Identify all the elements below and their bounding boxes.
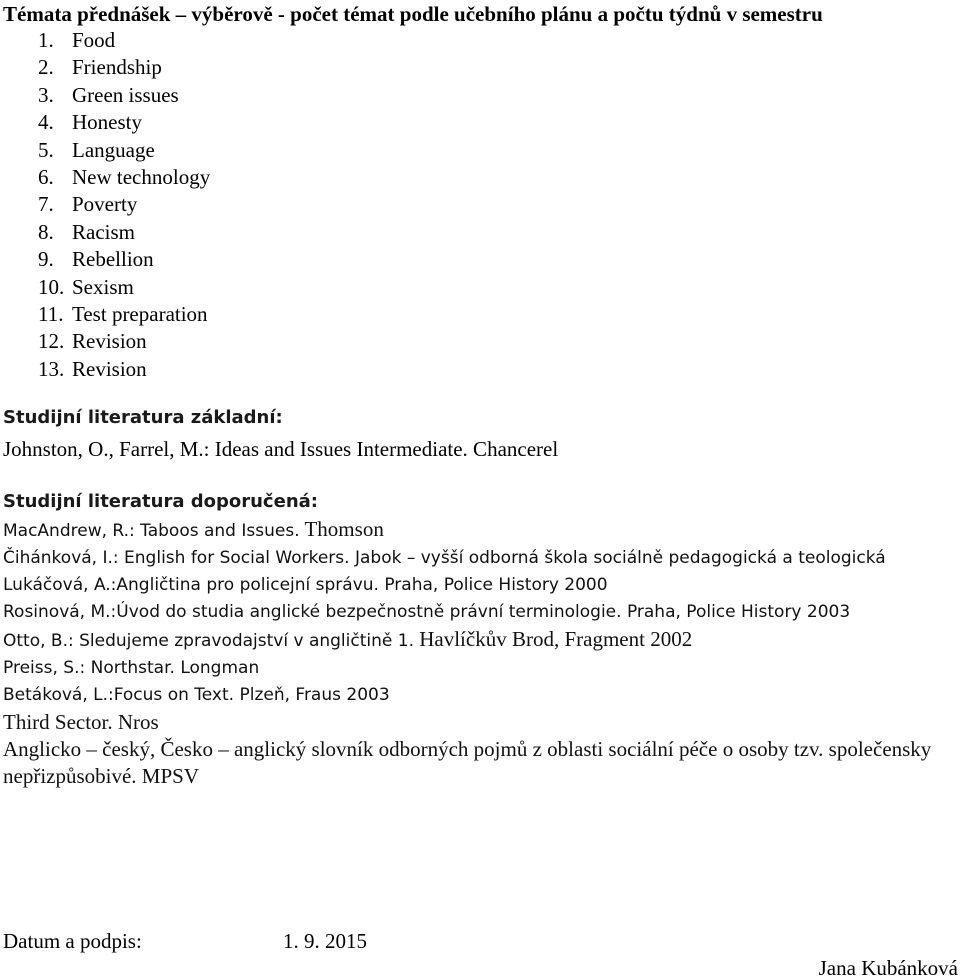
reference-text: Rosinová, M.:Úvod do studia anglické bezpečnostně právní terminologie. [3,602,622,622]
list-item-number: 7. [38,192,54,217]
list-item-label: Friendship [72,55,162,80]
reference-item [3,655,953,682]
reference-item [3,682,953,709]
list-item-number: 2. [38,55,54,80]
list-item-label: New technology [72,165,211,190]
list-item [38,301,210,328]
reference-publisher: Praha, Police History 2000 [378,575,608,595]
list-item-number: 9. [38,247,54,272]
list-item [38,219,210,246]
reference-text: MacAndrew, R.: Taboos and Issues. [3,521,300,541]
list-item-number: 12. [38,329,65,354]
list-item-number: 6. [38,165,54,190]
reference-text: Betáková, L.:Focus on Text. [3,685,235,705]
list-item-label: Poverty [72,192,138,217]
basic-literature-heading: Studijní literatura základní: [3,407,283,428]
list-item [38,27,210,54]
page-title: Témata přednášek – výběrově - počet témat podle učebního plánu a počtu týdnů v semestru [3,2,823,26]
list-item-label: Green issues [72,82,179,107]
basic-literature-item: Johnston, O., Farrel, M.: Ideas and Issues Intermediate. Chancerel [3,437,559,461]
reference-item [3,626,953,655]
list-item-number: 8. [38,219,54,244]
list-item-label: Food [72,28,116,52]
list-item [38,164,210,191]
reference-publisher: Longman [174,658,260,678]
reference-text: Čihánková, I.: English for Social Workers. [3,548,350,568]
list-item [38,356,210,383]
reference-publisher: Praha, Police History 2003 [621,602,851,622]
signature-date: 1. 9. 2015 [283,929,367,953]
reference-item [3,545,953,572]
list-item-number: 5. [38,137,54,162]
list-item [38,82,210,109]
list-item-label: Racism [72,219,135,244]
list-item [38,54,210,81]
signature-line [3,928,367,955]
list-item-label: Language [72,137,155,162]
list-item [38,274,210,301]
recommended-literature-heading: Studijní literatura doporučená: [3,491,318,512]
topic-list [38,27,210,383]
list-item-label: Revision [72,329,147,354]
list-item-label: Honesty [72,110,142,135]
list-item-label: Test preparation [72,302,208,327]
list-item-number: 11. [38,302,64,327]
recommended-literature-list [3,516,953,790]
list-item [38,328,210,355]
list-item-label: Rebellion [72,247,154,272]
list-item-number: 3. [38,82,54,107]
reference-text: Otto, B.: Sledujeme zpravodajství v angličtině 1. [3,631,414,651]
list-item-label: Sexism [72,274,134,299]
list-item-number: 1. [38,28,54,52]
reference-item: Third Sector. Nros [3,710,159,734]
reference-publisher: Havlíčkův Brod, Fragment 2002 [413,627,693,651]
list-item [38,137,210,164]
list-item-label: Revision [72,356,147,381]
list-item-number: 13. [38,356,65,381]
reference-publisher: Jabok – vyšší odborná škola sociálně pedagogická a teologická [349,548,886,568]
reference-text: Preiss, S.: Northstar. [3,658,175,678]
author-name: Jana Kubánková [818,956,958,980]
reference-item [3,516,953,545]
list-item-number: 10. [38,274,65,299]
reference-item [3,599,953,626]
signature-label: Datum a podpis: [3,929,142,953]
list-item [38,109,210,136]
reference-item: Anglicko – český, Česko – anglický slovník odborných pojmů z oblasti sociální péče o osoby tzv. společensky nepřizpůsobivé. MPSV [3,737,932,788]
list-item-number: 4. [38,110,54,135]
reference-item [3,572,953,599]
reference-publisher: Plzeň, Fraus 2003 [234,685,390,705]
list-item [38,191,210,218]
list-item [38,246,210,273]
reference-text: Lukáčová, A.:Angličtina pro policejní správu. [3,575,379,595]
reference-publisher: Thomson [299,517,384,541]
